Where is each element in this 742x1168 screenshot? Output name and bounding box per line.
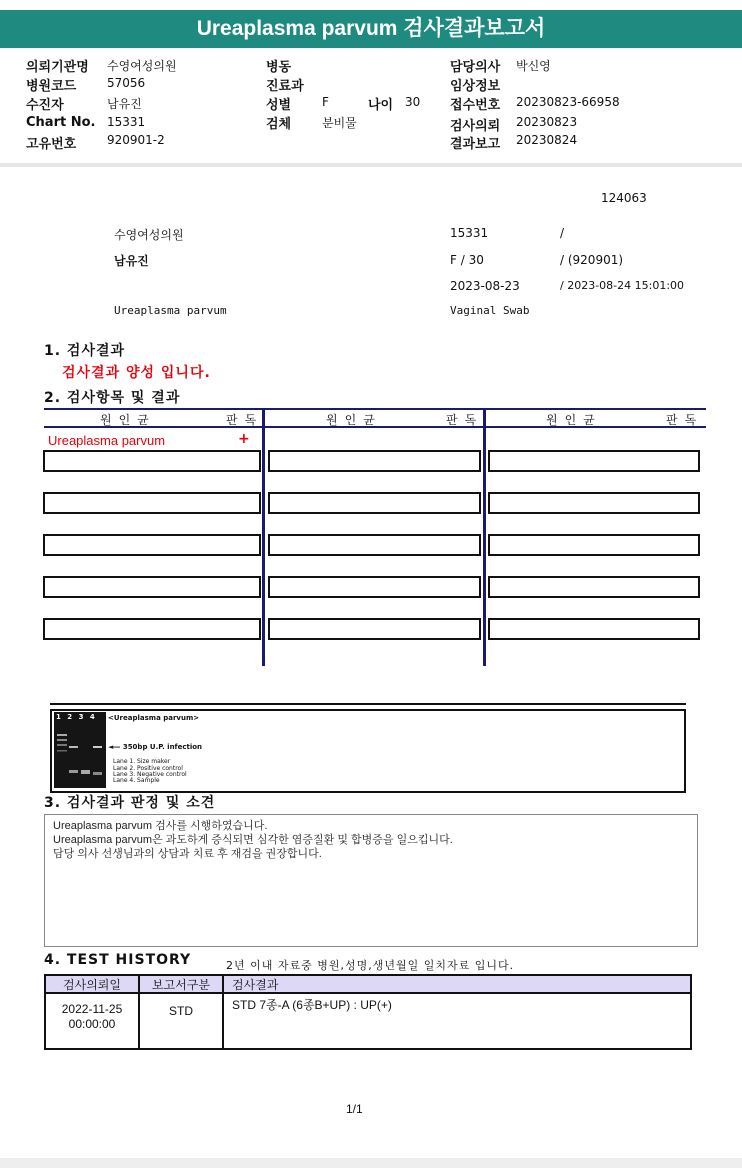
result-cell <box>43 618 261 640</box>
history-type: STD <box>140 994 224 1050</box>
result-cell <box>268 576 481 598</box>
header-label: 결과보고 <box>450 137 501 152</box>
section2-title: 2. 검사항목 및 결과 <box>44 390 181 406</box>
history-result: STD 7종-A (6종B+UP) : UP(+) <box>232 998 392 1012</box>
gel-legend-item: Lane 3. Negative control <box>113 771 187 778</box>
gel-legend-item: Lane 1. Size maker <box>113 758 171 765</box>
header-value: 20230823-66958 <box>516 95 620 109</box>
gel-electrophoresis-image <box>54 712 106 788</box>
header-label: 수진자 <box>26 98 64 113</box>
col-judge: 판독 <box>446 413 484 427</box>
header-label: 병동 <box>266 60 292 75</box>
history-header: 검사의뢰일 <box>46 976 140 994</box>
history-note: 2년 이내 자료중 병원,성명,생년월일 일치자료 입니다. <box>226 959 515 972</box>
col-judge: 판독 <box>666 413 704 427</box>
header-value: 남유진 <box>107 97 142 111</box>
result-cell <box>43 450 261 472</box>
report-chart: 15331 <box>450 226 489 240</box>
header-label: 담당의사 <box>450 60 501 75</box>
report-title: Ureaplasma parvum 검사결과보고서 <box>0 10 742 48</box>
result-cell <box>43 576 261 598</box>
report-specimen: Vaginal Swab <box>450 304 530 317</box>
result-cell <box>488 534 700 556</box>
report-datetime: / 2023-08-24 15:01:00 <box>560 279 685 292</box>
col-organism: 원인균 <box>546 413 602 427</box>
report-request-date: 2023-08-23 <box>450 279 520 293</box>
history-date-cell <box>46 994 140 1050</box>
header-value: 57056 <box>107 76 146 90</box>
header-value: 15331 <box>107 115 146 129</box>
history-header: 보고서구분 <box>140 976 224 994</box>
result-cell <box>268 534 481 556</box>
header-label: 나이 <box>368 98 394 113</box>
result-cell <box>488 492 700 514</box>
report-code: 124063 <box>601 191 647 205</box>
header-value: 30 <box>405 95 421 109</box>
result-summary: 검사결과 양성 입니다. <box>62 365 211 381</box>
comment-box <box>44 814 698 947</box>
grid-divider <box>483 408 486 666</box>
organism-name: Ureaplasma parvum <box>48 433 166 448</box>
gel-lane-numbers: 1 2 3 4 <box>56 713 97 721</box>
header-value: 수영여성의원 <box>107 59 177 73</box>
report-test-name: Ureaplasma parvum <box>114 304 227 317</box>
header-label: 성별 <box>266 98 292 113</box>
gel-legend-item: Lane 4. Sample <box>113 777 160 784</box>
result-cell <box>268 492 481 514</box>
result-cell <box>43 534 261 556</box>
col-judge: 판독 <box>226 413 264 427</box>
header-label: 병원코드 <box>26 79 77 94</box>
gel-top-rule <box>50 703 686 705</box>
result-cell <box>43 492 261 514</box>
header-value: 20230824 <box>516 133 578 147</box>
comment-line: 담당 의사 선생님과의 상담과 치료 후 재검을 권장합니다. <box>53 848 322 860</box>
section3-title: 3. 검사결과 판정 및 소견 <box>44 795 216 811</box>
header-label: 고유번호 <box>26 137 77 152</box>
report-hospital: 수영여성의원 <box>114 228 184 242</box>
header-value: 20230823 <box>516 115 578 129</box>
grid-divider <box>262 408 265 666</box>
history-table <box>44 974 692 1050</box>
result-cell <box>268 618 481 640</box>
history-header: 검사결과 <box>224 976 690 994</box>
header-label: 진료과 <box>266 79 304 94</box>
header-label: Chart No. <box>26 115 96 130</box>
result-cell <box>268 450 481 472</box>
gel-band-label: ◄— 350bp U.P. infection <box>108 743 203 751</box>
report-sex-age: F / 30 <box>450 253 484 267</box>
report-id: / (920901) <box>560 253 624 267</box>
report-slash: / <box>560 226 565 240</box>
header-label: 접수번호 <box>450 98 501 113</box>
page-number: 1/1 <box>346 1102 363 1116</box>
gel-legend-item: Lane 2. Positive control <box>113 765 183 772</box>
header-value: 분비물 <box>322 116 357 130</box>
header-label: 의뢰기관명 <box>26 60 89 75</box>
result-cell <box>488 576 700 598</box>
grid-top-line <box>44 408 706 410</box>
organism-result: + <box>238 431 250 447</box>
header-separator <box>0 163 742 167</box>
history-date: 2022-11-25 <box>61 1002 123 1016</box>
section1-title: 1. 검사결과 <box>44 343 126 359</box>
header-value: F <box>322 95 329 109</box>
gel-heading: <Ureaplasma parvum> <box>108 714 200 722</box>
result-cell <box>488 450 700 472</box>
header-value: 920901-2 <box>107 133 165 147</box>
history-time: 00:00:00 <box>68 1017 116 1031</box>
header-value: 박신영 <box>516 59 551 73</box>
section4-title: 4. TEST HISTORY <box>44 952 192 968</box>
header-label: 검체 <box>266 117 292 132</box>
bottom-band <box>0 1158 742 1168</box>
header-label: 임상정보 <box>450 79 501 94</box>
report-patient: 남유진 <box>114 254 149 268</box>
comment-line: Ureaplasma parvum 검사를 시행하였습니다. <box>53 820 268 832</box>
result-cell <box>488 618 700 640</box>
header-label: 검사의뢰 <box>450 119 501 134</box>
col-organism: 원인균 <box>100 413 156 427</box>
col-organism: 원인균 <box>326 413 382 427</box>
comment-line: Ureaplasma parvum은 과도하게 증식되면 심각한 염증질환 및 합병증을 일으킵니다. <box>53 834 453 846</box>
